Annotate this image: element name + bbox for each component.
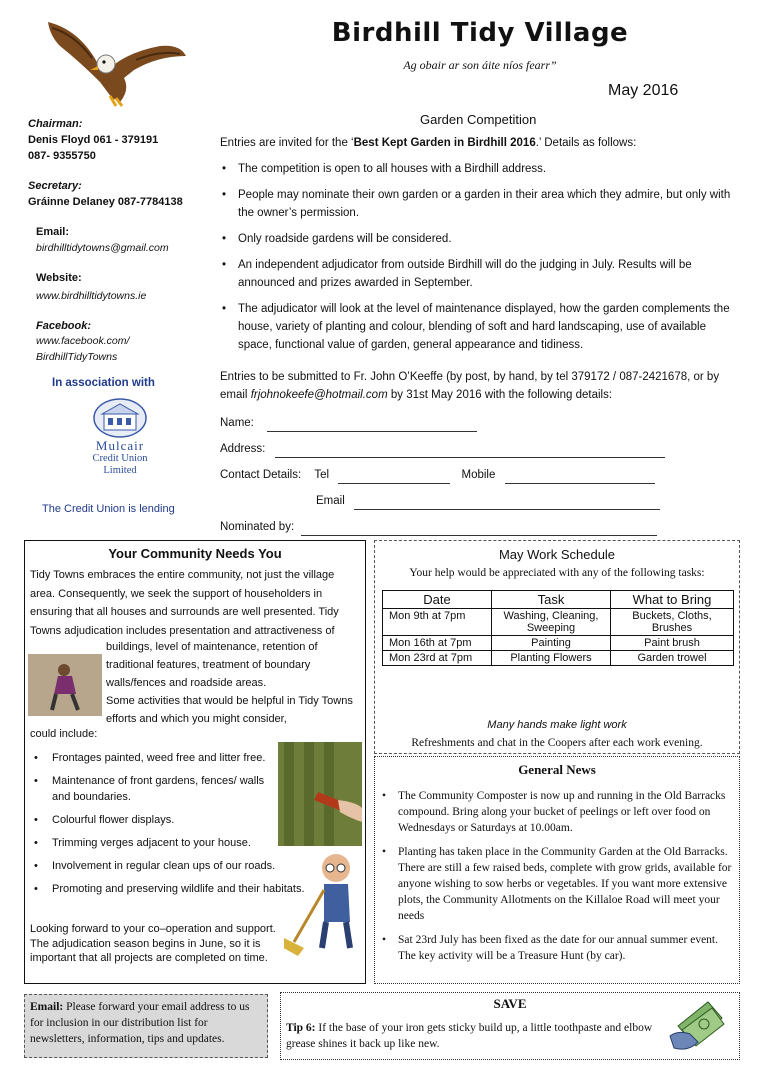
table-row xyxy=(383,636,734,651)
table-cell: Mon 9th at 7pm xyxy=(383,609,492,636)
eagle-logo xyxy=(40,12,190,108)
mobile-label: Mobile xyxy=(461,469,496,481)
nominated-label: Nominated by: xyxy=(220,521,295,533)
table-cell: Planting Flowers xyxy=(492,651,611,666)
table-cell: Paint brush xyxy=(611,636,734,651)
entries-text xyxy=(220,368,740,404)
list-item: • An independent adjudicator from outside Birdhill will do the judging in July. Results will be announced and prizes awarded in September. xyxy=(220,256,740,292)
chairman-name: Denis Floyd 061 - 379191 xyxy=(28,134,159,146)
list-item: • The adjudicator will look at the level of maintenance displayed, how the garden complements the house, variety of planting and colour, blending of soft and hard landscaping, use of available space, functional value of garden, general appearance and tidiness. xyxy=(220,300,740,354)
cu-name-3: Limited xyxy=(103,465,137,476)
building-icon xyxy=(80,398,160,438)
email-box-body: Please forward your email address to us for inclusion in our distribution list for newsletters, information, tips and updates. xyxy=(30,1001,250,1045)
email-link[interactable]: birdhilltidytowns@gmail.com xyxy=(36,242,169,254)
address-field[interactable] xyxy=(275,445,665,458)
paintbrush-icon xyxy=(278,742,362,846)
website-label: Website: xyxy=(36,272,82,284)
news-list xyxy=(376,788,732,972)
entries-pre: Entries to be submitted to Fr. John O’Keeffe (by post, by hand, by tel 379172 / 087-2421678, or by email xyxy=(220,371,720,401)
community-heading: Your Community Needs You xyxy=(108,546,282,561)
page-title: Birdhill Tidy Village xyxy=(331,18,629,48)
list-item: • People may nominate their own garden or a garden in their area which they admire, but only with the owner’s permission. xyxy=(220,186,740,222)
list-item: • Only roadside gardens will be considered. xyxy=(220,230,740,248)
list-item: • Maintenance of front gardens, fences/ walls and boundaries. xyxy=(30,773,266,805)
secretary-name: Gráinne Delaney 087-7784138 xyxy=(28,196,183,208)
email-box-text xyxy=(30,999,262,1047)
entries-post: by 31st May 2016 with the following details: xyxy=(387,389,613,401)
cu-name-1: Mulcair xyxy=(95,438,145,453)
col-task: Task xyxy=(492,591,611,609)
painting-photo xyxy=(278,742,362,846)
website-link[interactable]: www.birdhilltidytowns.ie xyxy=(36,290,147,302)
form-nominated-row xyxy=(220,518,740,536)
chairman-phone: 087- 9355750 xyxy=(28,150,96,162)
tip-label: Tip 6: xyxy=(286,1022,316,1034)
table-row xyxy=(383,651,734,666)
schedule-subtitle: Your help would be appreciated with any of the following tasks: xyxy=(409,567,705,579)
community-photo xyxy=(28,654,102,716)
community-para2: buildings, level of maintenance, retention of traditional features, treatment of boundary walls/fences and roadside areas. xyxy=(106,641,318,689)
intro-pre: Entries are invited for the ‘ xyxy=(220,137,354,149)
table-cell: Painting xyxy=(492,636,611,651)
tel-label: Tel xyxy=(314,469,330,481)
form-name-row xyxy=(220,414,740,432)
save-tip xyxy=(286,1020,664,1052)
table-cell: Garden trowel xyxy=(611,651,734,666)
garden-intro xyxy=(220,134,740,152)
secretary-label: Secretary: xyxy=(28,180,82,192)
list-item: • Sat 23rd July has been fixed as the date for our annual summer event. The key activity will be a Treasure Hunt (by car). xyxy=(376,932,732,964)
col-date: Date xyxy=(383,591,492,609)
association-label: In association with xyxy=(52,377,155,389)
contact-label: Contact Details: xyxy=(220,469,302,481)
save-heading: SAVE xyxy=(493,996,527,1011)
list-item: • Frontages painted, weed free and litter free. xyxy=(30,750,266,766)
form-contact-row xyxy=(220,466,740,484)
name-field[interactable] xyxy=(267,419,477,432)
news-heading: General News xyxy=(518,762,596,777)
tel-field[interactable] xyxy=(338,471,450,484)
table-cell: Washing, Cleaning, Sweeping xyxy=(492,609,611,636)
chairman-label: Chairman: xyxy=(28,118,83,130)
motto: Ag obair ar son áite níos fearr” xyxy=(403,58,557,72)
nominated-field[interactable] xyxy=(301,523,657,536)
email-form-label: Email xyxy=(316,495,345,507)
schedule-heading: May Work Schedule xyxy=(498,547,616,562)
table-row xyxy=(383,609,734,636)
email-field[interactable] xyxy=(354,497,660,510)
address-label: Address: xyxy=(220,443,266,455)
facebook-link-2[interactable]: BirdhillTidyTowns xyxy=(36,351,118,363)
table-cell: Buckets, Cloths, Brushes xyxy=(611,609,734,636)
entries-email[interactable]: frjohnokeefe@hotmail.com xyxy=(250,389,388,401)
table-cell: Mon 23rd at 7pm xyxy=(383,651,492,666)
intro-post: .’ Details as follows: xyxy=(535,137,637,149)
person-gardening-icon xyxy=(28,654,102,716)
email-label: Email: xyxy=(36,226,70,238)
list-item: • Trimming verges adjacent to your house. xyxy=(30,835,266,851)
broom-man-icon xyxy=(284,850,364,960)
list-item: • Colourful flower displays. xyxy=(30,812,266,828)
facebook-link-1[interactable]: www.facebook.com/ xyxy=(36,335,130,347)
form-address-row xyxy=(220,440,740,458)
name-label: Name: xyxy=(220,417,254,429)
community-activities xyxy=(30,750,305,904)
cu-name-2: Credit Union xyxy=(92,453,148,464)
community-para3b: could include: xyxy=(30,728,98,740)
tip-body: If the base of your iron gets sticky build up, a little toothpaste and elbow grease shines it back up like new. xyxy=(286,1022,653,1050)
list-item: • Involvement in regular clean ups of our roads. xyxy=(30,858,332,874)
cartoon-sweeper xyxy=(284,850,364,960)
list-item: • The Community Composter is now up and running in the Old Barracks compound. Bring along your bucket of peelings or left over food on Wednesdays or Saturdays at 10.00am. xyxy=(376,788,732,836)
community-closing2: The adjudication season begins in June, so it is important that all projects are completed on time. xyxy=(30,938,268,964)
community-para1: Tidy Towns embraces the entire community, not just the village area. Consequently, we seek the support of householders in ensuring that all houses and surrounds are well presented. Tidy Towns adjudication includes presentation and attractiveness of xyxy=(30,569,339,637)
table-header-row xyxy=(383,591,734,609)
list-item: • Planting has taken place in the Community Garden at the Old Barracks. There are still a few raised beds, complete with grow grids, available for anyone wishing to sow herbs or vegetables. If you want more extensive plots, the Community Allotments on the Killaloe Road will meet your needs xyxy=(376,844,732,924)
garden-rules xyxy=(220,160,740,362)
intro-bold: Best Kept Garden in Birdhill 2016 xyxy=(353,137,536,149)
issue-date: May 2016 xyxy=(608,82,679,99)
schedule-table xyxy=(382,590,734,666)
money-icon xyxy=(668,996,730,1052)
table-cell: Mon 16th at 7pm xyxy=(383,636,492,651)
list-item: • Promoting and preserving wildlife and their habitats. xyxy=(30,881,348,897)
community-para3: Some activities that would be helpful in Tidy Towns efforts and which you might consider, xyxy=(106,695,353,725)
list-item: • The competition is open to all houses with a Birdhill address. xyxy=(220,160,740,178)
schedule-motto: Many hands make light work xyxy=(487,719,627,731)
col-bring: What to Bring xyxy=(611,591,734,609)
credit-union-logo xyxy=(80,398,160,438)
cu-tagline: The Credit Union is lending xyxy=(42,503,175,515)
community-closing1: Looking forward to your co–operation and support. xyxy=(30,923,276,935)
money-hand-image xyxy=(668,996,730,1052)
form-email-row xyxy=(316,492,676,510)
garden-heading: Garden Competition xyxy=(420,112,537,127)
mobile-field[interactable] xyxy=(505,471,655,484)
eagle-icon xyxy=(40,12,190,108)
schedule-footer: Refreshments and chat in the Coopers after each work evening. xyxy=(411,737,703,749)
email-box-label: Email: xyxy=(30,1001,64,1013)
facebook-label: Facebook: xyxy=(36,320,92,332)
